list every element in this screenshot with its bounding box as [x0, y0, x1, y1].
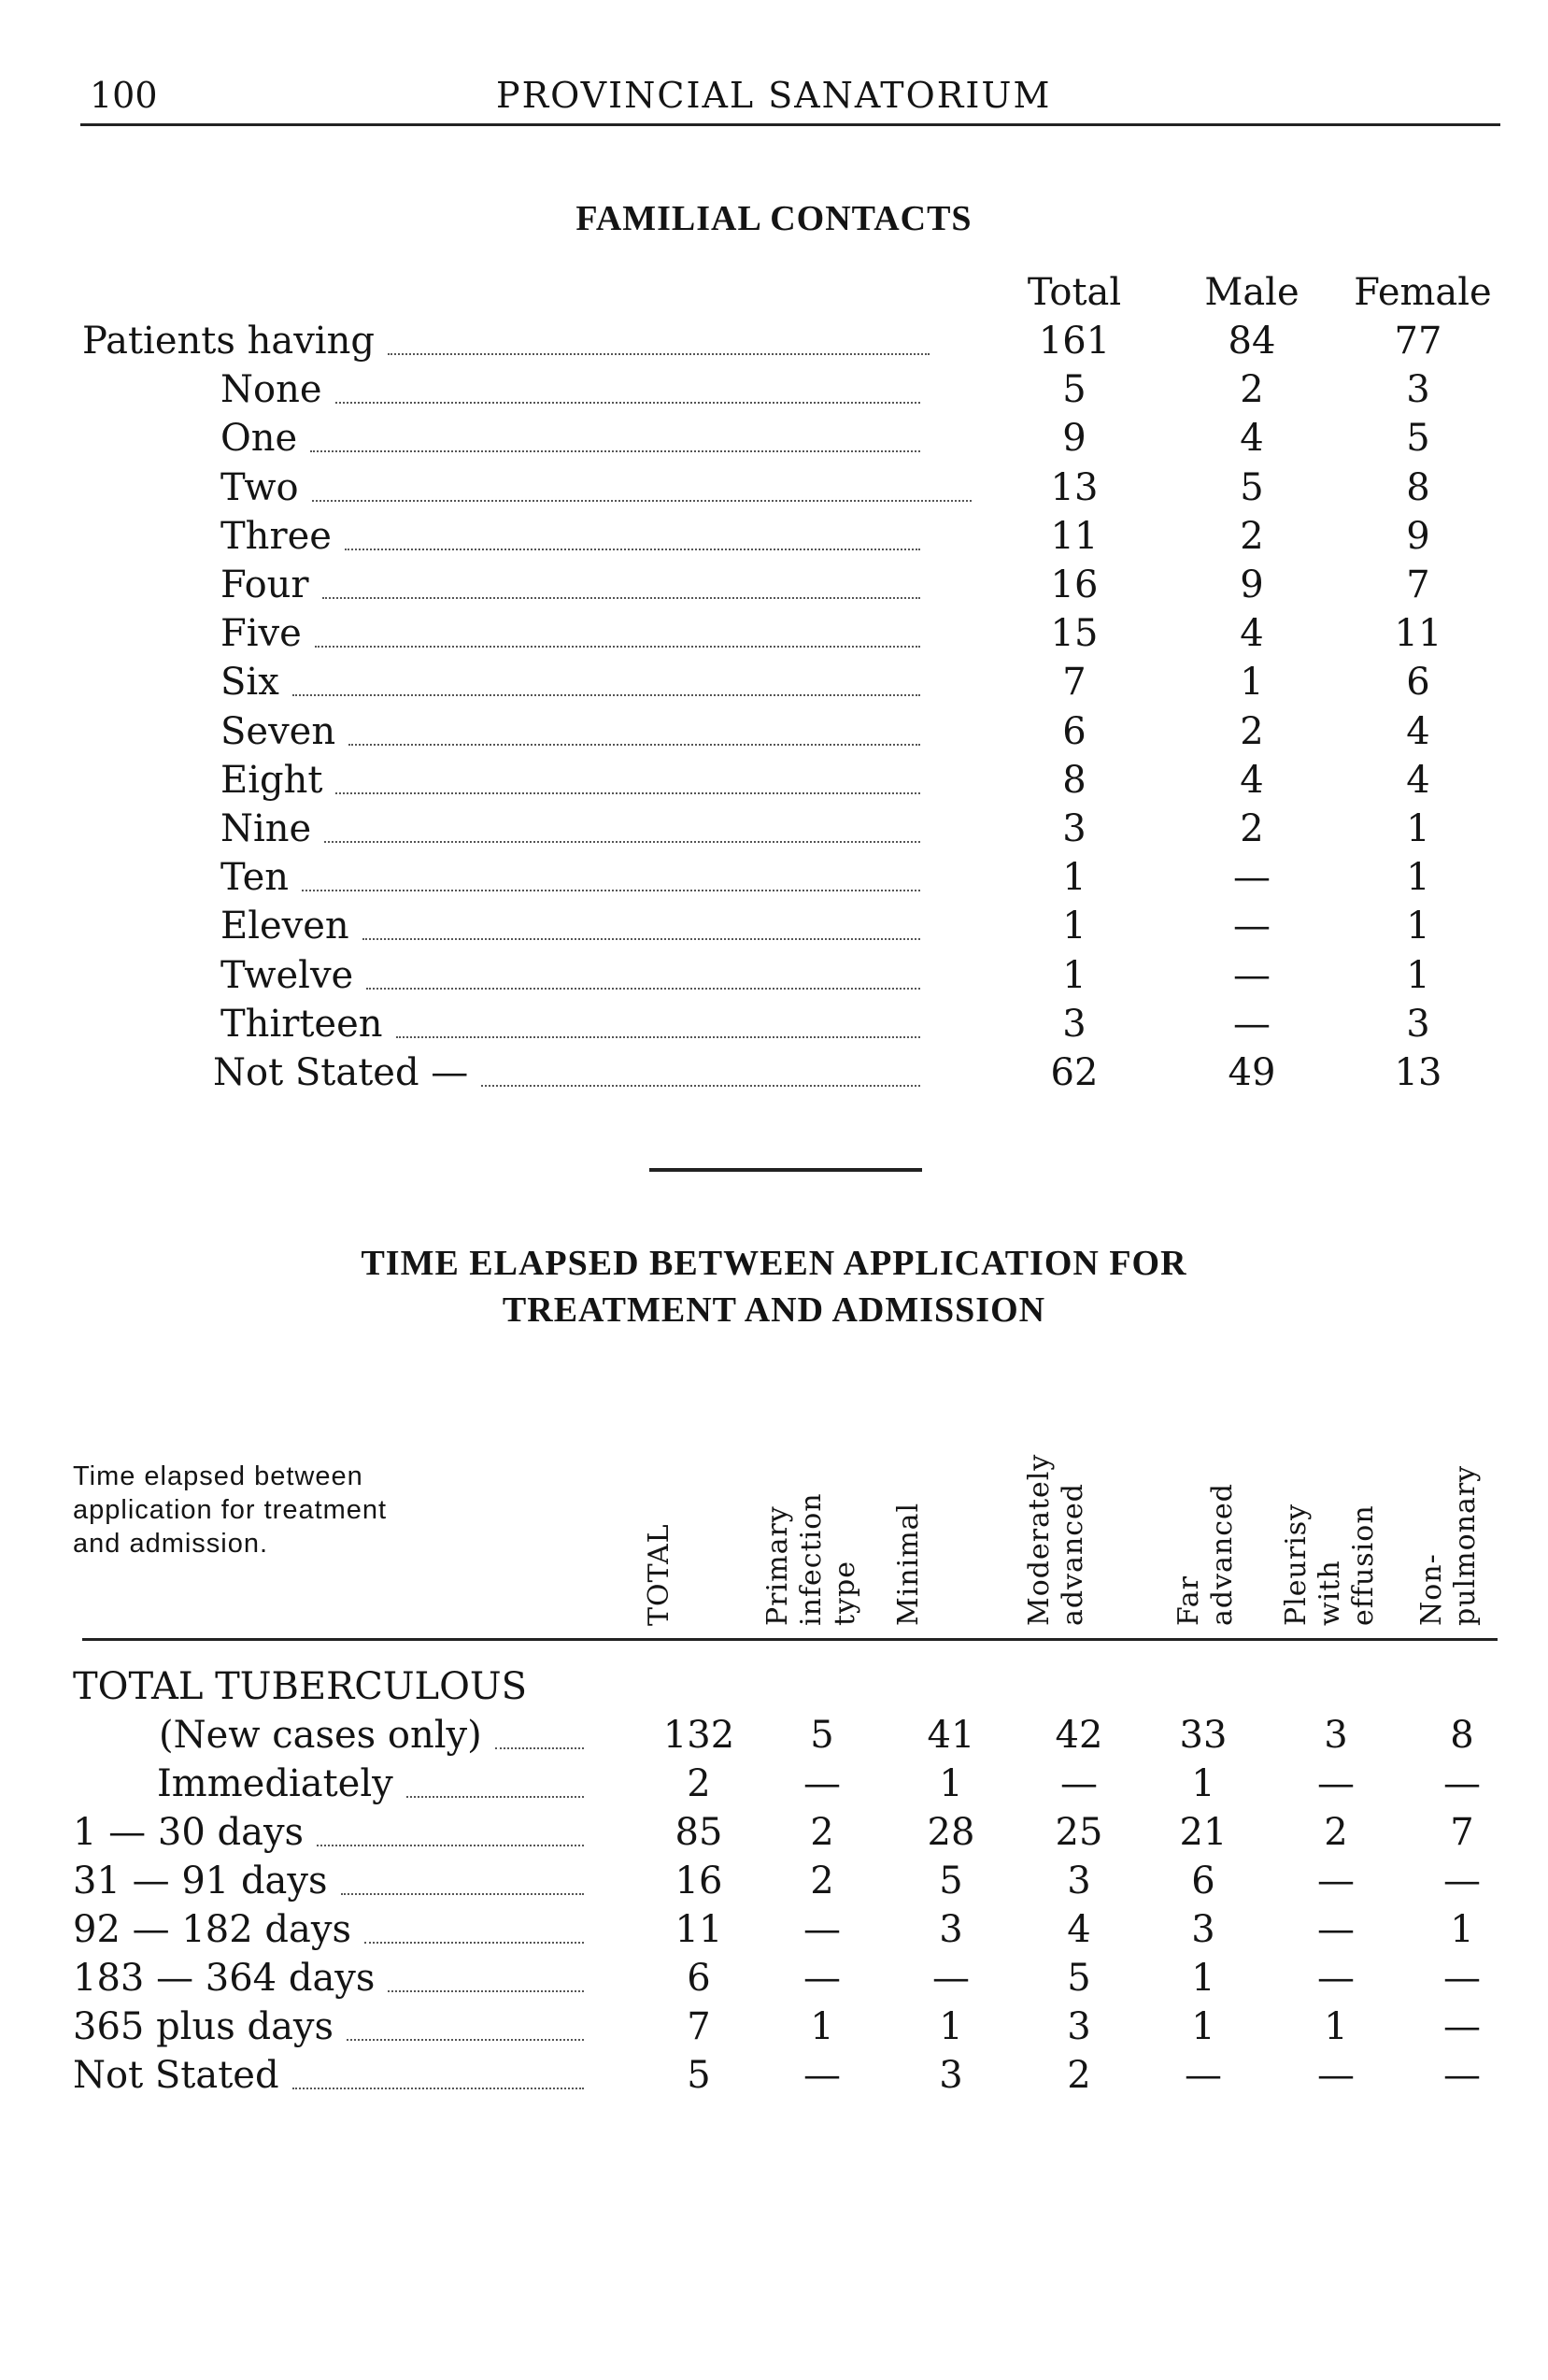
dot-leader [348, 744, 920, 746]
column-header-text: Minimal [892, 1502, 925, 1626]
col-total-cell: 5 [687, 2054, 711, 2097]
male-cell: 4 [1240, 758, 1264, 802]
time-elapsed-title: TIME ELAPSED BETWEEN APPLICATION FOR [361, 1244, 1187, 1283]
col-total-cell: 16 [675, 1860, 723, 1903]
male-cell: 2 [1240, 368, 1264, 412]
row-label: Two [220, 465, 299, 509]
col-pleurisy-cell: — [1317, 1957, 1355, 2000]
total-cell: 13 [1050, 465, 1099, 509]
total-cell: 16 [1050, 563, 1099, 606]
col-non-pulmonary-cell: 7 [1450, 1811, 1474, 1854]
time-elapsed-row [0, 1957, 1548, 2005]
female-cell: 11 [1394, 612, 1442, 656]
dot-leader [388, 1990, 584, 1992]
col-minimal-header [892, 1402, 1004, 1626]
total-cell: 6 [1062, 709, 1086, 753]
male-cell: 5 [1240, 465, 1264, 509]
row-label: Eleven [220, 905, 349, 948]
col-total-cell: 2 [687, 1762, 711, 1805]
total-cell: 1 [1062, 905, 1086, 948]
col-primary-infection-cell: 5 [810, 1714, 834, 1757]
time-elapsed-row [0, 1714, 1548, 1762]
dot-leader [388, 353, 930, 355]
row-label: Twelve [220, 953, 354, 997]
col-pleurisy-cell: 3 [1324, 1714, 1348, 1757]
col-pleurisy-header [1280, 1402, 1392, 1626]
female-cell: 1 [1406, 953, 1430, 997]
col-moderately-advanced-cell: 2 [1067, 2054, 1091, 2097]
col-far-advanced-cell: 6 [1191, 1860, 1215, 1903]
male-cell: 1 [1240, 661, 1264, 705]
female-cell: 5 [1406, 417, 1430, 461]
male-cell: — [1233, 905, 1271, 948]
col-non-pulmonary-header [1415, 1402, 1527, 1626]
col-minimal-cell: 28 [927, 1811, 975, 1854]
col-non-pulmonary-cell: — [1443, 2005, 1481, 2048]
col-pleurisy-cell: 1 [1324, 2005, 1348, 2048]
time-elapsed-row [0, 1908, 1548, 1957]
time-elapsed-row-header [73, 1460, 521, 1561]
col-moderately-advanced-cell: 25 [1055, 1811, 1103, 1854]
male-cell: — [1233, 953, 1271, 997]
col-total-header [643, 1402, 755, 1626]
col-moderately-advanced-header [1023, 1402, 1135, 1626]
row-label: 1 — 30 days [73, 1811, 305, 1854]
familial-contacts-row [0, 417, 1548, 465]
male-cell: 2 [1240, 514, 1264, 558]
male-cell: 2 [1240, 709, 1264, 753]
familial-contacts-row [0, 515, 1548, 563]
time-elapsed-row [0, 1860, 1548, 1908]
total-cell: 1 [1062, 856, 1086, 900]
col-pleurisy-cell: — [1317, 1908, 1355, 1951]
row-header-line: application for treatment [73, 1495, 388, 1525]
col-total-cell: 6 [687, 1957, 711, 2000]
familial-contacts-row [0, 1051, 1548, 1100]
col-primary-infection-cell: 2 [810, 1811, 834, 1854]
familial-contacts-row [0, 710, 1548, 759]
col-pleurisy-cell: — [1317, 1860, 1355, 1903]
total-cell: 9 [1062, 417, 1086, 461]
row-label: One [220, 417, 298, 461]
total-cell: 1 [1062, 953, 1086, 997]
dot-leader [345, 549, 920, 550]
row-label: 31 — 91 days [73, 1860, 328, 1903]
dot-leader [315, 646, 920, 648]
dot-leader [324, 841, 920, 843]
total-cell: 8 [1062, 758, 1086, 802]
column-header-text: Moderately advanced [1023, 1453, 1089, 1626]
col-minimal-cell: 3 [939, 1908, 963, 1951]
col-far-advanced-cell: 3 [1191, 1908, 1215, 1951]
column-header-text: Non- pulmonary [1415, 1464, 1482, 1626]
col-moderately-advanced-cell: 3 [1067, 2005, 1091, 2048]
col-primary-infection-cell: 2 [810, 1860, 834, 1903]
row-label: Eight [220, 758, 323, 802]
section-divider [649, 1168, 922, 1172]
female-cell: 3 [1406, 1002, 1430, 1046]
total-cell: 161 [1038, 320, 1111, 363]
male-cell: — [1233, 1002, 1271, 1046]
familial-contacts-row [0, 466, 1548, 515]
col-moderately-advanced-cell: 5 [1067, 1957, 1091, 2000]
female-cell: 4 [1406, 709, 1430, 753]
dot-leader [317, 1845, 584, 1846]
column-header-female: Female [1354, 271, 1492, 314]
col-non-pulmonary-cell: — [1443, 1762, 1481, 1805]
col-minimal-cell: 5 [939, 1860, 963, 1903]
total-cell: 11 [1050, 514, 1099, 558]
familial-contacts-row [0, 759, 1548, 807]
column-header-male: Male [1204, 271, 1299, 314]
familial-contacts-row [0, 368, 1548, 417]
dot-leader [481, 1085, 920, 1087]
col-primary-infection-cell: — [803, 1762, 841, 1805]
column-header-text: Pleurisy with effusion [1280, 1503, 1380, 1626]
male-cell: — [1233, 856, 1271, 900]
page-number: 100 [90, 75, 158, 116]
dot-leader [347, 2039, 584, 2041]
dot-leader [495, 1747, 584, 1749]
col-total-cell: 7 [687, 2005, 711, 2048]
male-cell: 4 [1240, 612, 1264, 656]
col-pleurisy-cell: — [1317, 1762, 1355, 1805]
total-cell: 3 [1062, 1002, 1086, 1046]
col-far-advanced-header [1172, 1402, 1285, 1626]
group-label: TOTAL TUBERCULOUS [73, 1665, 528, 1708]
familial-contacts-title: FAMILIAL CONTACTS [575, 199, 973, 238]
col-moderately-advanced-cell: 42 [1055, 1714, 1103, 1757]
col-pleurisy-cell: 2 [1324, 1811, 1348, 1854]
time-elapsed-row [0, 2054, 1548, 2102]
col-pleurisy-cell: — [1317, 2054, 1355, 2097]
col-far-advanced-cell: 21 [1179, 1811, 1228, 1854]
row-label: Six [220, 661, 279, 705]
familial-contacts-row [0, 807, 1548, 856]
dot-leader [341, 1893, 584, 1895]
column-header-text: Far advanced [1172, 1482, 1239, 1626]
table-rule [82, 1638, 1498, 1641]
dot-leader [396, 1036, 920, 1038]
dot-leader [362, 938, 920, 940]
dot-leader [366, 988, 920, 990]
female-cell: 77 [1394, 320, 1442, 363]
dot-leader [406, 1796, 584, 1798]
dot-leader [302, 890, 920, 891]
dot-leader [312, 500, 972, 502]
col-moderately-advanced-cell: 4 [1067, 1908, 1091, 1951]
row-header-line: Time elapsed between [73, 1461, 363, 1491]
row-label: Nine [220, 807, 312, 850]
time-elapsed-title-line2: TREATMENT AND ADMISSION [502, 1290, 1046, 1330]
col-primary-infection-cell: — [803, 1957, 841, 2000]
row-label: Seven [220, 709, 336, 753]
familial-contacts-row [0, 563, 1548, 612]
dot-leader [322, 597, 920, 599]
col-non-pulmonary-cell: — [1443, 1860, 1481, 1903]
male-cell: 2 [1240, 807, 1264, 850]
col-non-pulmonary-cell: 8 [1450, 1714, 1474, 1757]
male-cell: 84 [1228, 320, 1276, 363]
male-cell: 4 [1240, 417, 1264, 461]
column-header-text: Primary infection type [761, 1492, 861, 1626]
row-label: Patients having [82, 320, 375, 363]
col-far-advanced-cell: 33 [1179, 1714, 1228, 1757]
total-cell: 15 [1050, 612, 1099, 656]
time-elapsed-row [0, 1762, 1548, 1811]
total-cell: 3 [1062, 807, 1086, 850]
col-total-cell: 132 [662, 1714, 735, 1757]
column-header-total: Total [1027, 271, 1122, 314]
col-moderately-advanced-cell: — [1060, 1762, 1098, 1805]
col-far-advanced-cell: 1 [1191, 1957, 1215, 2000]
col-primary-infection-cell: — [803, 1908, 841, 1951]
column-header-text: TOTAL [643, 1523, 675, 1626]
col-moderately-advanced-cell: 3 [1067, 1860, 1091, 1903]
row-header-line: and admission. [73, 1529, 269, 1559]
dot-leader [292, 694, 920, 696]
row-label: Four [220, 563, 309, 606]
row-label: Three [220, 514, 332, 558]
row-label: (New cases only) [159, 1714, 482, 1757]
female-cell: 13 [1394, 1051, 1442, 1094]
female-cell: 3 [1406, 368, 1430, 412]
dot-leader [335, 792, 920, 794]
col-total-cell: 85 [675, 1811, 723, 1854]
col-far-advanced-cell: 1 [1191, 1762, 1215, 1805]
dot-leader [335, 402, 920, 404]
col-total-cell: 11 [675, 1908, 723, 1951]
running-title: PROVINCIAL SANATORIUM [496, 75, 1052, 116]
male-cell: 49 [1228, 1051, 1276, 1094]
col-minimal-cell: — [932, 1957, 970, 2000]
familial-contacts-row [0, 661, 1548, 709]
row-label: 92 — 182 days [73, 1908, 351, 1951]
row-label: 365 plus days [73, 2005, 334, 2048]
dot-leader [364, 1942, 584, 1944]
col-minimal-cell: 1 [939, 1762, 963, 1805]
female-cell: 8 [1406, 465, 1430, 509]
familial-contacts-row [0, 905, 1548, 953]
row-label: Ten [220, 856, 290, 900]
col-far-advanced-cell: — [1185, 2054, 1222, 2097]
row-label: Thirteen [220, 1002, 383, 1046]
female-cell: 1 [1406, 856, 1430, 900]
female-cell: 9 [1406, 514, 1430, 558]
group-label-row [0, 1665, 1548, 1714]
time-elapsed-row [0, 1811, 1548, 1860]
page-header [80, 71, 1500, 126]
female-cell: 1 [1406, 905, 1430, 948]
row-label: 183 — 364 days [73, 1957, 376, 2000]
dot-leader [292, 2088, 584, 2089]
time-elapsed-row [0, 2005, 1548, 2054]
female-cell: 6 [1406, 661, 1430, 705]
male-cell: 9 [1240, 563, 1264, 606]
female-cell: 4 [1406, 758, 1430, 802]
col-primary-infection-header [761, 1402, 873, 1626]
col-primary-infection-cell: 1 [810, 2005, 834, 2048]
col-non-pulmonary-cell: — [1443, 2054, 1481, 2097]
col-minimal-cell: 3 [939, 2054, 963, 2097]
row-label: Immediately [157, 1762, 393, 1805]
col-primary-infection-cell: — [803, 2054, 841, 2097]
total-cell: 5 [1062, 368, 1086, 412]
familial-contacts-row [0, 1003, 1548, 1051]
row-label: None [220, 368, 322, 412]
col-non-pulmonary-cell: 1 [1450, 1908, 1474, 1951]
female-cell: 1 [1406, 807, 1430, 850]
familial-contacts-row [0, 612, 1548, 661]
familial-contacts-row [0, 954, 1548, 1003]
total-cell: 62 [1050, 1051, 1099, 1094]
row-label: Five [220, 612, 302, 656]
row-label: Not Stated [73, 2054, 279, 2097]
col-minimal-cell: 41 [927, 1714, 975, 1757]
dot-leader [310, 450, 920, 452]
female-cell: 7 [1406, 563, 1430, 606]
familial-contacts-row [0, 320, 1548, 368]
familial-contacts-row [0, 856, 1548, 905]
col-minimal-cell: 1 [939, 2005, 963, 2048]
total-cell: 7 [1062, 661, 1086, 705]
row-label: Not Stated — [213, 1051, 469, 1094]
col-far-advanced-cell: 1 [1191, 2005, 1215, 2048]
col-non-pulmonary-cell: — [1443, 1957, 1481, 2000]
